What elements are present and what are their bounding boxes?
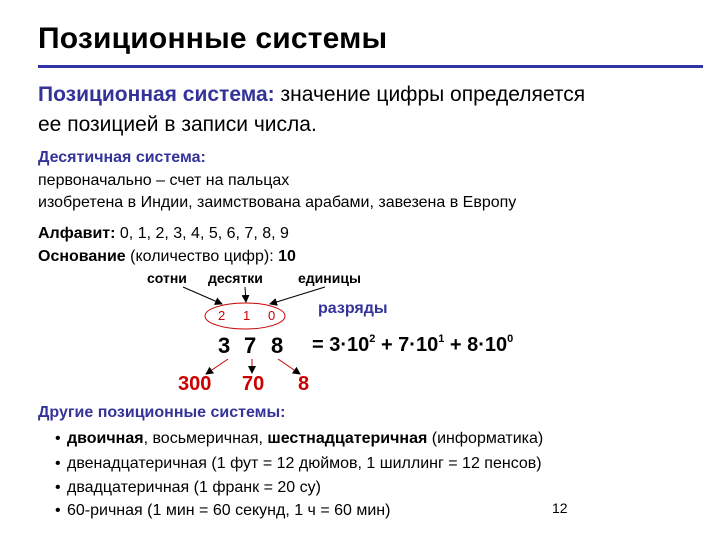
digit-7: 7	[244, 333, 257, 358]
base-label: Основание	[38, 248, 126, 265]
arrow-value-300	[206, 359, 228, 374]
place-name-hundreds: сотни	[147, 270, 187, 286]
base-value: (количество цифр):	[125, 248, 279, 265]
page-number: 12	[552, 500, 568, 516]
alphabet-label: Алфавит:	[38, 225, 116, 242]
list-item: • двенадцатеричная (1 фут = 12 дюймов, 1 шиллинг = 12 пенсов)	[55, 455, 542, 472]
expansion-formula: = $3\cdot 10^2 + 7\cdot 10^1 + 8\cdot 10^0$	[312, 333, 514, 356]
definition-text-1: значение цифры определяется	[274, 83, 586, 106]
index-1: 1	[243, 308, 251, 323]
digit-8: 8	[271, 333, 284, 358]
arrow-hundreds	[183, 287, 222, 304]
place-name-units: единицы	[298, 270, 361, 286]
definition-term: Позиционная система:	[38, 83, 275, 106]
index-0: 0	[268, 308, 276, 323]
arrow-units	[270, 287, 325, 304]
value-8: 8	[298, 373, 310, 395]
value-300: 300	[178, 373, 212, 395]
page-title: Позиционные системы	[38, 22, 388, 55]
decimal-line-2: изобретена в Индии, заимствована арабами, завезена в Европу	[38, 194, 517, 211]
other-heading: Другие позиционные системы:	[38, 404, 286, 421]
arrow-value-8	[278, 359, 300, 374]
place-name-tens: десятки	[208, 270, 263, 286]
index-2: 2	[218, 308, 226, 323]
definition-text-2: ее позицией в записи числа.	[38, 113, 317, 136]
alphabet-value: 0, 1, 2, 3, 4, 5, 6, 7, 8, 9	[115, 225, 289, 242]
digit-3: 3	[218, 333, 231, 358]
list-item: • двадцатеричная (1 франк = 20 су)	[55, 479, 321, 496]
value-70: 70	[242, 373, 265, 395]
arrow-tens	[245, 287, 246, 302]
base-number: 10	[278, 248, 296, 265]
ranks-label: разряды	[318, 300, 388, 317]
decimal-line-1: первоначально – счет на пальцах	[38, 172, 290, 189]
decimal-heading: Десятичная система:	[38, 149, 206, 166]
list-item: • двоичная, восьмеричная, шестнадцатеричная (информатика)	[55, 430, 544, 447]
list-item: • 60-ричная (1 мин = 60 секунд, 1 ч = 60 мин)	[55, 502, 391, 519]
